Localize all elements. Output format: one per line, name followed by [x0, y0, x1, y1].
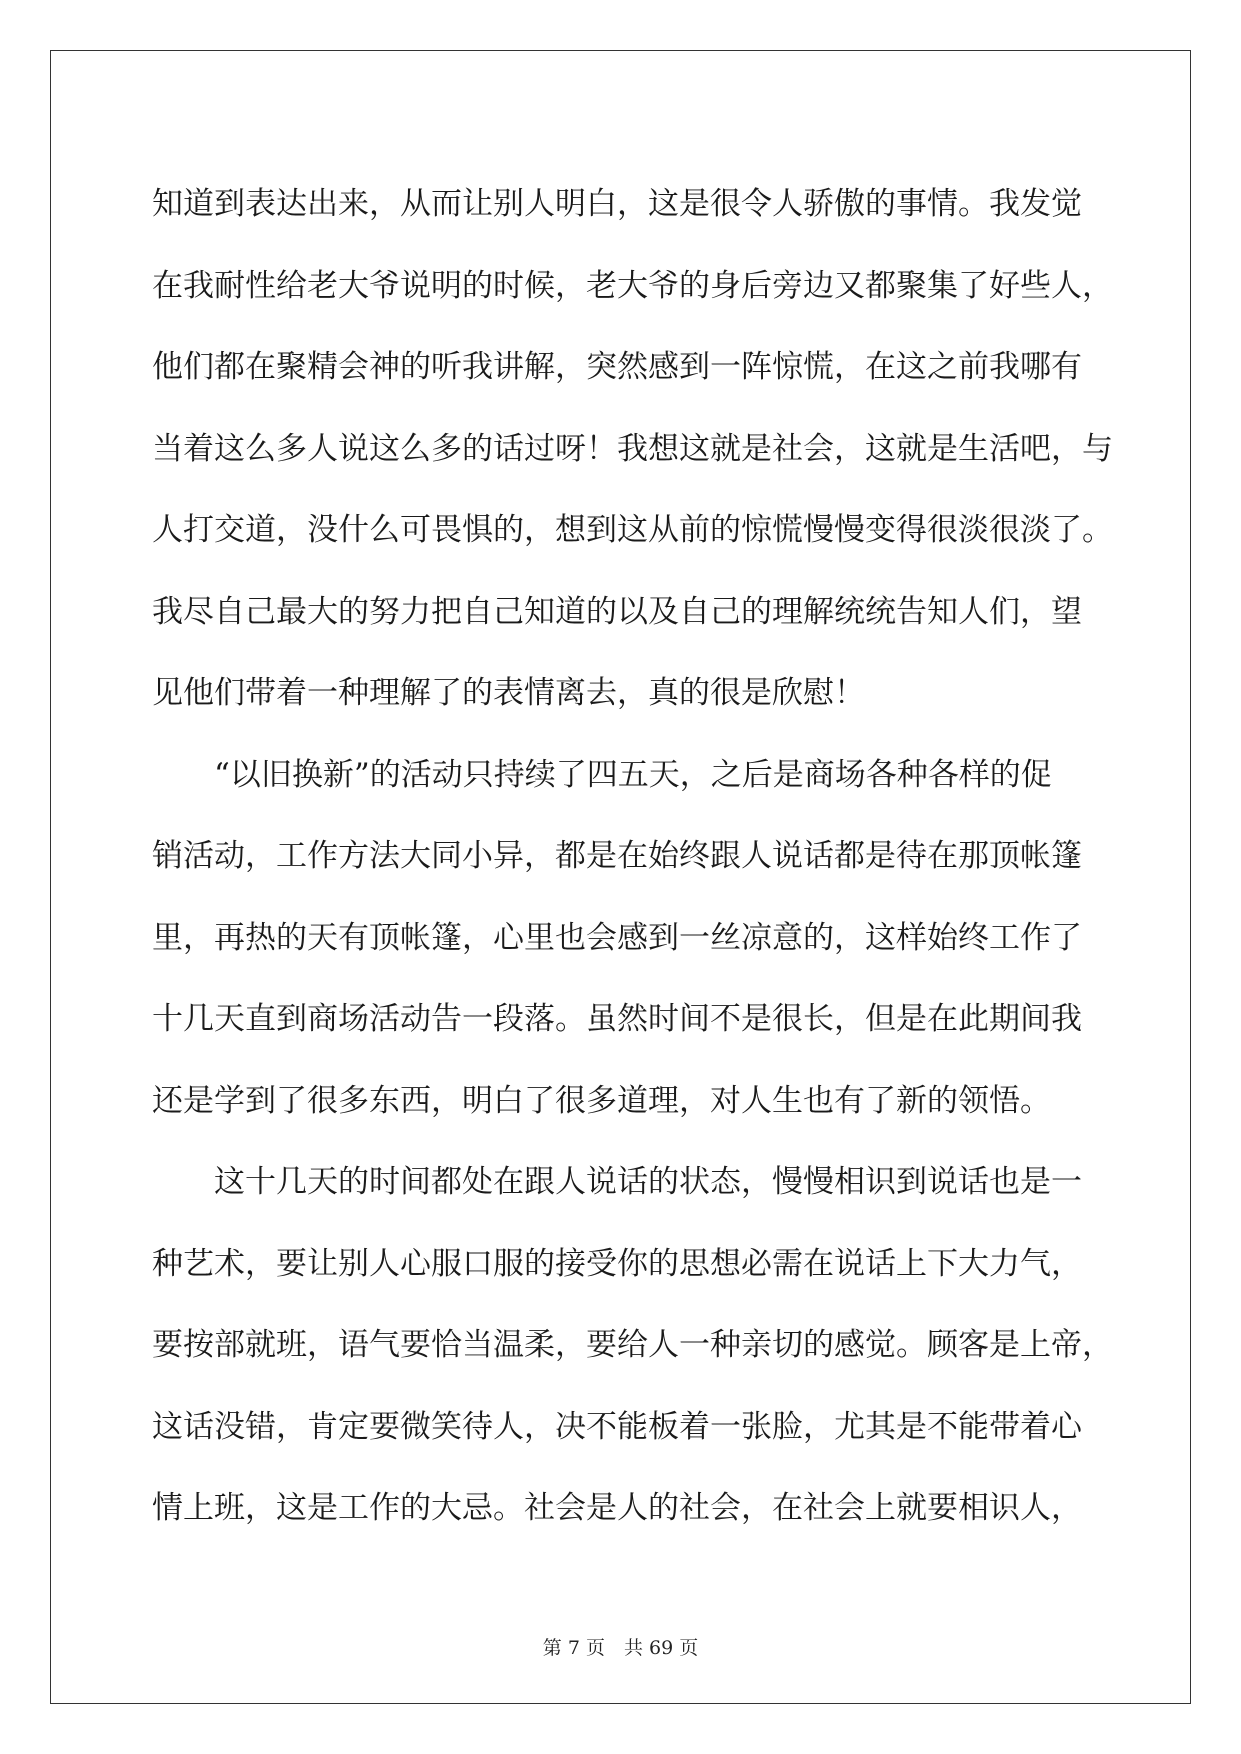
document-body [152, 164, 1113, 1550]
text-line: 这话没错，肯定要微笑待人，决不能板着一张脸，尤其是不能带着心 [152, 1408, 1082, 1445]
text-line: 在我耐性给老大爷说明的时候，老大爷的身后旁边又都聚集了好些人， [152, 267, 1113, 304]
text-line: 当着这么多人说这么多的话过呀！我想这就是社会，这就是生活吧，与 [152, 430, 1113, 467]
paragraph-3 [152, 1142, 1113, 1550]
paragraph-1 [152, 164, 1113, 735]
text-line: 他们都在聚精会神的听我讲解，突然感到一阵惊慌，在这之前我哪有 [152, 349, 1082, 385]
text-line: 十几天直到商场活动告一段落。虽然时间不是很长，但是在此期间我 [152, 1001, 1082, 1037]
text-line: 知道到表达出来，从而让别人明白，这是很令人骄傲的事情。我发觉 [152, 186, 1082, 222]
text-line: 见他们带着一种理解了的表情离去，真的很是欣慰！ [152, 675, 865, 711]
text-line: 这十几天的时间都处在跟人说话的状态，慢慢相识到说话也是一 [152, 1164, 1082, 1200]
text-line: 还是学到了很多东西，明白了很多道理，对人生也有了新的领悟。 [152, 1082, 1051, 1119]
text-line: 里，再热的天有顶帐篷，心里也会感到一丝凉意的，这样始终工作了 [152, 919, 1082, 956]
page-number-footer: 第 7 页 共 69 页 [542, 1637, 699, 1659]
paragraph-2 [152, 735, 1092, 1143]
text-line: 要按部就班，语气要恰当温柔，要给人一种亲切的感觉。顾客是上帝， [152, 1327, 1113, 1363]
text-line: “以旧换新”的活动只持续了四五天，之后是商场各种各样的促 [152, 756, 1052, 793]
text-line: 销活动，工作方法大同小异，都是在始终跟人说话都是待在那顶帐篷 [152, 838, 1082, 874]
text-line: 种艺术，要让别人心服口服的接受你的思想必需在说话上下大力气， [152, 1245, 1082, 1282]
text-line: 我尽自己最大的努力把自己知道的以及自己的理解统统告知人们，望 [152, 593, 1082, 630]
text-line: 人打交道，没什么可畏惧的，想到这从前的惊慌慢慢变得很淡很淡了。 [152, 512, 1113, 548]
text-line: 情上班，这是工作的大忌。社会是人的社会，在社会上就要相识人， [152, 1490, 1082, 1526]
